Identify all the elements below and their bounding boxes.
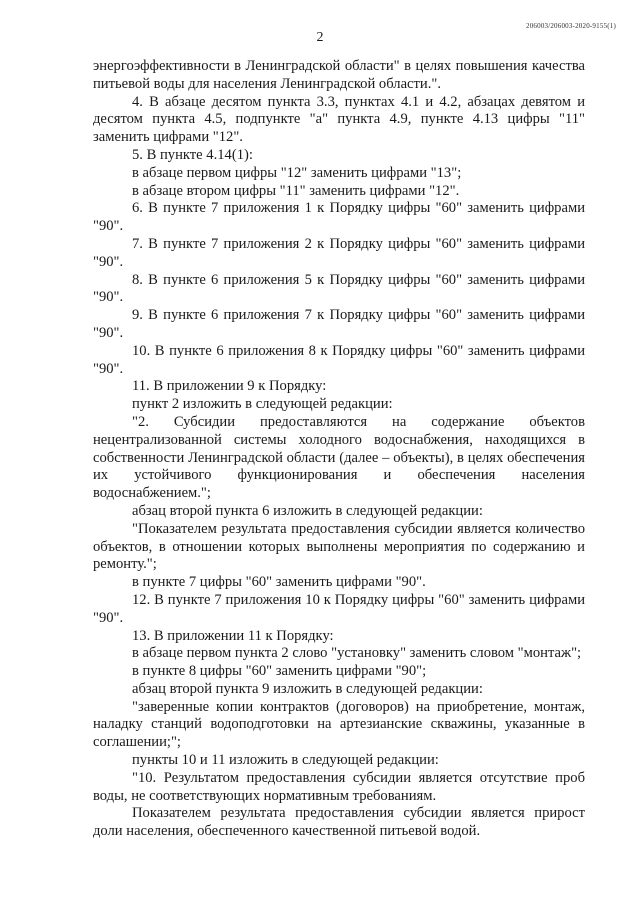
paragraph: в пункте 7 цифры "60" заменить цифрами "90". xyxy=(132,574,426,591)
paragraph: 5. В пункте 4.14(1): xyxy=(132,146,253,163)
paragraph: в абзаце втором цифры "11" заменить цифрами "12". xyxy=(132,182,460,199)
paragraph: в пункте 8 цифры "60" заменить цифрами "90"; xyxy=(132,663,427,680)
paragraph: пункт 2 изложить в следующей редакции: xyxy=(132,396,393,413)
paragraph: 11. В приложении 9 к Порядку: xyxy=(132,378,327,395)
paragraph: 10. В пункте 6 приложения 8 к Порядку цифры "60" заменить цифрами "90". xyxy=(93,342,585,377)
paragraph: пункты 10 и 11 изложить в следующей редакции: xyxy=(132,752,439,769)
paragraph: энергоэффективности в Ленинградской области" в целях повышения качества питьевой воды для населения Ленинградской области.". xyxy=(93,58,585,92)
paragraph: "10. Результатом предоставления субсидии является отсутствие проб воды, не соответствующих нормативным требованиям. xyxy=(93,769,585,804)
paragraph: 7. В пункте 7 приложения 2 к Порядку цифры "60" заменить цифрами "90". xyxy=(93,235,585,270)
paragraph: 4. В абзаце десятом пункта 3.3, пунктах 4.1 и 4.2, абзацах девятом и десятом пункта 4.5, подпункте "а" пункта 4.9, пункте 4.13 цифры "11" заменить цифрами "12". xyxy=(93,93,585,146)
paragraph: в абзаце первом пункта 2 слово "установку" заменить словом "монтаж"; xyxy=(132,645,582,662)
paragraph: Показателем результата предоставления субсидии является прирост доли населения, обеспеченного качественной питьевой водой. xyxy=(93,805,585,840)
paragraph: абзац второй пункта 6 изложить в следующей редакции: xyxy=(132,502,483,519)
paragraph: 8. В пункте 6 приложения 5 к Порядку цифры "60" заменить цифрами "90". xyxy=(93,271,585,306)
paragraph: абзац второй пункта 9 изложить в следующей редакции: xyxy=(132,680,483,697)
paragraph: "заверенные копии контрактов (договоров) на приобретение, монтаж, наладку станций водоподготовки на артезианские скважины, указанные в соглашении;"; xyxy=(93,698,585,751)
paragraph: "Показателем результата предоставления субсидии является количество объектов, в отношении которых выполнены мероприятия по содержанию и ремонту."; xyxy=(93,520,585,573)
paragraph: в абзаце первом цифры "12" заменить цифрами "13"; xyxy=(132,164,462,181)
paragraph: 13. В приложении 11 к Порядку: xyxy=(132,627,334,644)
page-number: 2 xyxy=(316,30,324,45)
paragraph: 9. В пункте 6 приложения 7 к Порядку цифры "60" заменить цифрами "90". xyxy=(93,307,585,341)
document-reference: 206003/206003-2020-9155(1) xyxy=(526,22,616,30)
paragraph: 12. В пункте 7 приложения 10 к Порядку цифры "60" заменить цифрами "90". xyxy=(93,591,585,626)
paragraph: 6. В пункте 7 приложения 1 к Порядку цифры "60" заменить цифрами "90". xyxy=(93,200,585,235)
paragraph: "2. Субсидии предоставляются на содержание объектов нецентрализованной системы холодного водоснабжения, находящихся в собственности Ленинградской области (далее – объекты), в целях обеспечения их устойчивого функционирования и обеспечения населения водоснабжением."; xyxy=(93,413,585,502)
document-body xyxy=(93,58,585,841)
